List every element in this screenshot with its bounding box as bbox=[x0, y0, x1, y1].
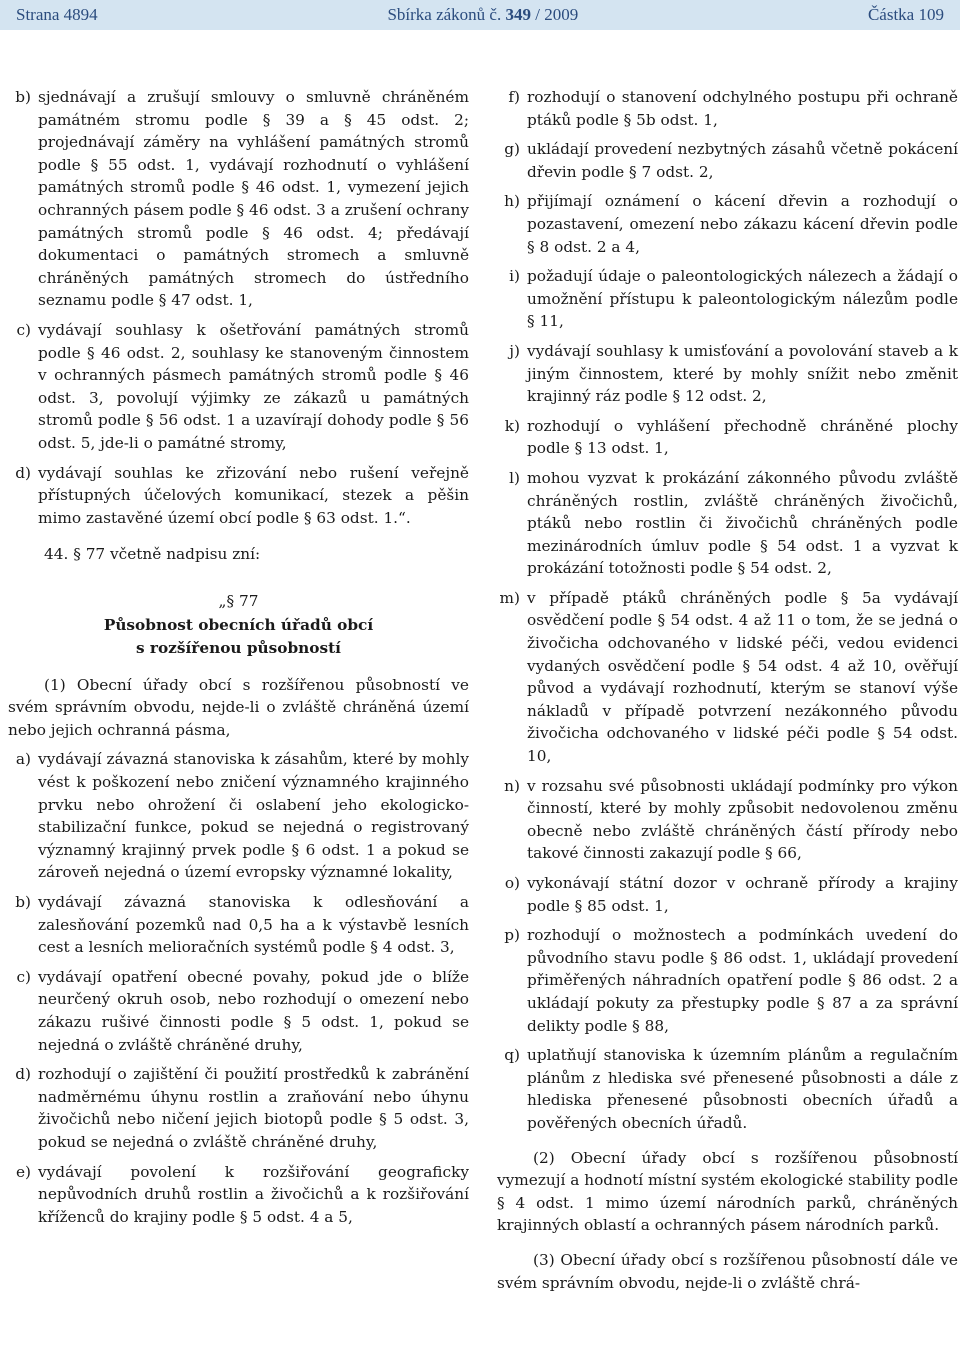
list-item-a bbox=[8, 748, 469, 884]
item-label: i) bbox=[509, 267, 520, 286]
item-label: m) bbox=[499, 588, 520, 607]
item-label: c) bbox=[16, 320, 31, 339]
section-mark: „§ 77 bbox=[218, 591, 259, 610]
list-item-c2 bbox=[8, 966, 469, 1056]
item-text: požadují údaje o paleontologických nálezech a žádají o umožnění přístupu k paleontologickým nálezům podle § 11, bbox=[527, 267, 958, 331]
list-item-c bbox=[8, 319, 469, 455]
item-text: sjednávají a zrušují smlouvy o smluvně chráněném památném stromu podle § 39 a § 45 odst. 2; projednávají záměry na vyhlášení památných stromů podle § 55 odst. 1, vydávají rozhodnutí o vyhlášení památných stromů podle § 46 odst. 1, vymezení jejich ochranných pásem podle § 46 odst. 3 a zrušení ochrany památných stromů podle § 46 odst. 4; předávají dokumentaci o památných stromech a smluvně chráněných památných stromech do ústředního seznamu podle § 47 odst. 1, bbox=[38, 88, 469, 310]
item-text: rozhodují o možnostech a podmínkách uvedení do původního stavu podle § 86 odst. 1, ukládají provedení přiměřených náhradních opatření podle § 86 odst. 2 a ukládají pokuty za přestupky podle § 87 a za správní delikty podle § 88, bbox=[527, 926, 958, 1035]
section-heading-line1: Působnost obecních úřadů obcí bbox=[103, 616, 374, 635]
list-item-d bbox=[8, 462, 469, 530]
item-label: b) bbox=[15, 88, 31, 106]
list-item-f bbox=[497, 86, 958, 131]
item-label: b) bbox=[15, 893, 31, 911]
part-number: Částka 109 bbox=[867, 5, 944, 24]
collection-prefix: Sbírka zákonů č. bbox=[387, 5, 502, 24]
item-text: ukládají provedení nezbytných zásahů včetně pokácení dřevin podle § 7 odst. 2, bbox=[527, 140, 958, 181]
item-label: g) bbox=[504, 140, 520, 159]
item-text: vydávají souhlasy k ošetřování památných stromů podle § 46 odst. 2, souhlasy ke stanoveným činnostem v ochranných pásmech památných stromů podle § 46 odst. 3, povolují výjimky ze zákazů u památných stromů podle § 56 odst. 1 a uzavírají dohody podle § 56 odst. 5, jde-li o památné stromy, bbox=[38, 320, 469, 452]
amendment-point-44: 44. § 77 včetně nadpisu zní: bbox=[44, 545, 261, 564]
item-label: a) bbox=[15, 750, 31, 769]
item-text: přijímají oznámení o kácení dřevin a rozhodují o pozastavení, omezení nebo zákazu kácení dřevin podle § 8 odst. 2 a 4, bbox=[527, 192, 958, 256]
paragraph-3: (3) Obecní úřady obcí s rozšířenou působností dále ve svém správním obvodu, nejde-li o zvláště chrá- bbox=[497, 1250, 958, 1292]
item-text: vydávají závazná stanoviska k odlesňování a zalesňování pozemků nad 0,5 ha a k výstavbě lesních cest a lesních melioračních systémů podle § 4 odst. 3, bbox=[38, 893, 469, 957]
list-item-k bbox=[497, 415, 958, 460]
item-text: uplatňují stanoviska k územním plánům a regulačním plánům z hlediska své přenesené působnosti a dále z hlediska přenesené působnosti obecních úřadů a pověřených obecních úřadů. bbox=[527, 1046, 958, 1132]
item-label: f) bbox=[508, 88, 520, 106]
item-label: p) bbox=[504, 926, 520, 945]
item-label: d) bbox=[15, 1065, 31, 1084]
left-column bbox=[8, 86, 469, 1228]
list-item-l bbox=[497, 467, 958, 580]
item-text: v rozsahu své působnosti ukládají podmínky pro výkon činností, které by mohly způsobit nedovolenou změnu obecně nebo zvláště chráněných částí přírody nebo takové činnosti zakazují podle § 66, bbox=[527, 776, 958, 863]
paragraph-1: (1) Obecní úřady obcí s rozšířenou působností ve svém správním obvodu, nejde-li o zvláště chráněná území nebo jejich ochranná pásma, bbox=[8, 675, 469, 739]
item-label: q) bbox=[504, 1046, 520, 1065]
paragraph-2: (2) Obecní úřady obcí s rozšířenou působností vymezují a hodnotí místní systém ekologické stability podle § 4 odst. 1 mimo území národních parků, chráněných krajinných oblastí a ochranných pásem národních parků. bbox=[497, 1148, 959, 1235]
item-text: vykonávají státní dozor v ochraně přírody a krajiny podle § 85 odst. 1, bbox=[527, 874, 958, 915]
list-item-j bbox=[497, 340, 958, 408]
item-text: rozhodují o zajištění či použití prostředků k zabránění nadměrnému úhynu rostlin a zraňování nebo úhynu živočichů nebo ničení jejich biotopů podle § 5 odst. 3, pokud se nejedná o zvláště chráněné druhy, bbox=[38, 1065, 469, 1151]
item-label: l) bbox=[509, 468, 520, 487]
item-text: vydávají opatření obecné povahy, pokud jde o blíže neurčený okruh osob, nebo rozhodují o omezení nebo zákazu rušivé činnosti podle § 5 odst. 1, pokud se nejedná o zvláště chráněné druhy, bbox=[38, 967, 469, 1054]
item-label: h) bbox=[504, 192, 520, 211]
list-item-b2 bbox=[8, 891, 469, 959]
list-item-o bbox=[497, 872, 958, 917]
item-label: j) bbox=[509, 341, 520, 360]
item-text: rozhodují o stanovení odchylného postupu při ochraně ptáků podle § 5b odst. 1, bbox=[527, 88, 958, 129]
collection-title bbox=[387, 5, 578, 25]
page-number: Strana 4894 bbox=[16, 5, 98, 24]
list-item-d2 bbox=[8, 1063, 469, 1153]
item-text: vydávají souhlas ke zřizování nebo rušení veřejně přístupných účelových komunikací, stezek a pěšin mimo zastavěné území obcí podle § 63 odst. 1.“. bbox=[38, 463, 469, 527]
item-label: k) bbox=[504, 416, 520, 435]
list-item-i bbox=[497, 265, 958, 333]
item-text: rozhodují o vyhlášení přechodně chráněné plochy podle § 13 odst. 1, bbox=[527, 416, 958, 458]
law-number: 349 bbox=[505, 5, 531, 24]
law-year: / 2009 bbox=[535, 5, 579, 24]
item-text: vydávají souhlasy k umisťování a povolování staveb a k jiným činnostem, které by mohly snížit nebo změnit krajinný ráz podle § 12 odst. 2, bbox=[527, 341, 958, 406]
list-item-b bbox=[8, 86, 469, 312]
item-label: d) bbox=[15, 463, 31, 482]
list-item-n bbox=[497, 775, 958, 865]
item-label: o) bbox=[504, 874, 520, 892]
section-heading-line2: s rozšířenou působností bbox=[135, 639, 341, 658]
list-item-h bbox=[497, 190, 958, 258]
right-column bbox=[497, 86, 958, 1294]
item-label: e) bbox=[15, 1162, 31, 1181]
item-text: v případě ptáků chráněných podle § 5a vydávají osvědčení podle § 54 odst. 4 až 11 o tom, že se jedná o živočicha odchovaného v lidské péči, vedou evidenci vydaných osvědčení podle § 54 odst. 4 až 10, ověřují původ a vydávají rozhodnutí, kterým se stanoví výše nákladů v případě potvrzení nezákonného původu živočicha odchovaného v lidské péči podle § 54 odst. 10, bbox=[527, 588, 958, 766]
item-text: mohou vyzvat k prokázání zákonného původu zvláště chráněných rostlin, zvláště chráněných živočichů, ptáků nebo rostlin či živočichů chráněných podle mezinárodních úmluv podle § 54 odst. 1 a vyzvat k prokázání totožnosti podle § 54 odst. 2, bbox=[527, 468, 958, 578]
item-text: vydávají povolení k rozšiřování geograficky nepůvodních druhů rostlin a živočichů a k rozšiřování kříženců do krajiny podle § 5 odst. 4 a 5, bbox=[38, 1162, 469, 1226]
list-item-q bbox=[497, 1044, 958, 1134]
list-item-g bbox=[497, 138, 958, 183]
item-label: c) bbox=[16, 967, 31, 986]
list-item-m bbox=[497, 587, 958, 768]
list-item-p bbox=[497, 924, 958, 1037]
list-item-e bbox=[8, 1161, 469, 1229]
item-label: n) bbox=[504, 776, 520, 795]
page-header bbox=[0, 0, 960, 30]
item-text: vydávají závazná stanoviska k zásahům, které by mohly vést k poškození nebo zničení významného krajinného prvku nebo ohrožení či oslabení jeho ekologicko-stabilizační funkce, pokud se nejedná o registrovaný významný krajinný prvek podle § 6 odst. 1 a pokud se zároveň nejedná o území evropsky významné lokality, bbox=[38, 750, 469, 882]
